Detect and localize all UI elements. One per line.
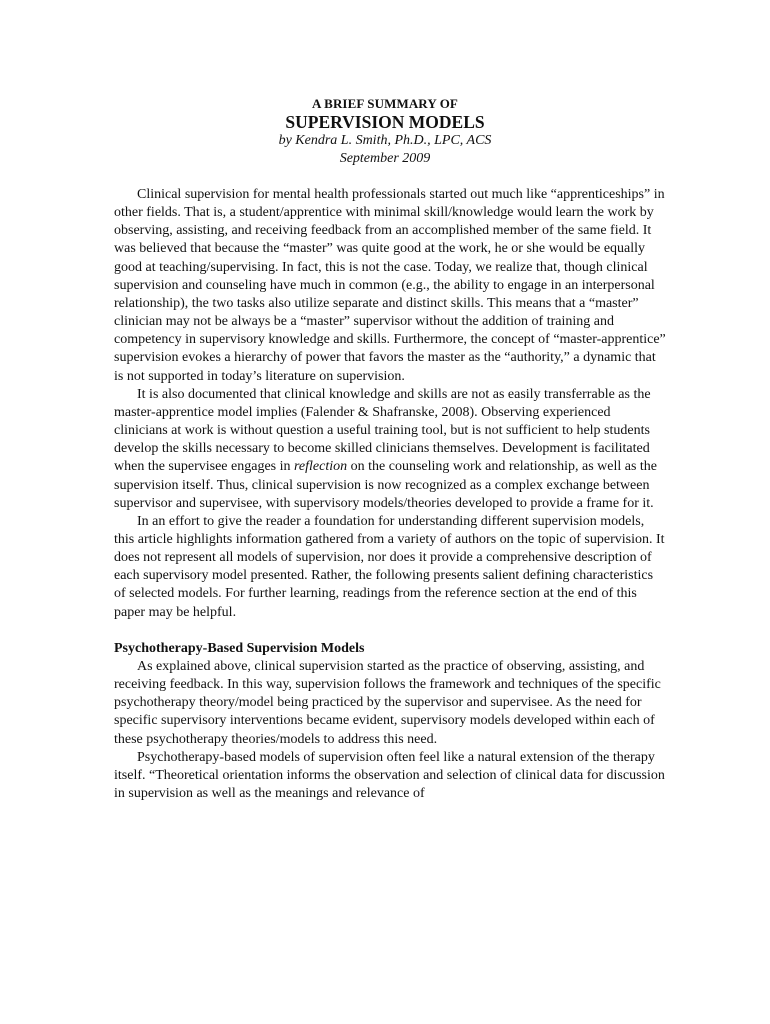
reflection-emphasis: reflection [294,459,348,475]
reflection-paragraph-start: It is also documented that clinical knowledge and skills are not as easily transferrable as the master-apprentice model implies (Falender & Shafranske, 2008). Observing experienced clinicians at work is without question a useful training tool, but is not sufficient to help students develop the skills necessary to become skilled clinicians themselves. Development is facilitated when the supervisee engages in [114,386,651,475]
reflection-paragraph [114,386,666,513]
document-byline: by Kendra L. Smith, Ph.D., LPC, ACS [278,133,492,148]
section-spacer [114,622,666,640]
intro-paragraph: Clinical supervision for mental health professionals started out much like “apprenticeships” in other fields. That is, a student/apprentice with minimal skill/knowledge would learn the work by observing, assisting, and receiving feedback from an accomplished member of the same field. It was believed that because the “master” was quite good at the work, he or she would be equally good at teaching/supervising. In fact, this is not the case. Today, we realize that, though clinical supervision and counseling have much in common (e.g., the ability to engage in an interpersonal relationship), the two tasks also utilize separate and distinct skills. This means that a “master” clinician may not be always be a “master” supervisor without the addition of training and competency in supervisory knowledge and skills. Furthermore, the concept of “master-apprentice” supervision evokes a hierarchy of power that favors the master as the “authority,” a dynamic that is not supported in today’s literature on supervision. [114,187,666,384]
section-paragraph-2: Psychotherapy-based models of supervision often feel like a natural extension of the therapy itself. “Theoretical orientation informs the observation and selection of clinical data for discussion in supervision as well as the meanings and relevance of [114,749,665,801]
section-paragraph-1: As explained above, clinical supervision started as the practice of observing, assisting, and receiving feedback. In this way, supervision follows the framework and techniques of the specific psychotherapy theory/model being practiced by the supervisor and supervisee. As the need for specific supervisory interventions became evident, supervisory models developed within each of these psychotherapy theories/models to address this need. [114,658,661,747]
document-date: September 2009 [339,151,431,166]
document-title: SUPERVISION MODELS [285,112,485,132]
document-body [114,186,666,803]
section-heading: Psychotherapy-Based Supervision Models [114,640,365,656]
document-header [0,96,770,168]
document-kicker: A BRIEF SUMMARY OF [312,96,458,111]
reflection-paragraph-end: on the counseling work and relationship, as well as the supervision itself. Thus, clinical supervision is now recognized as a complex exchange between supervisor and supervisee, with supervisory models/theories developed to provide a frame for it. [114,459,658,511]
foundation-paragraph: In an effort to give the reader a foundation for understanding different supervision models, this article highlights information gathered from a variety of authors on the topic of supervision. It does not represent all models of supervision, nor does it provide a comprehensive description of each supervisory model presented. Rather, the following presents salient defining characteristics of selected models. For further learning, readings from the reference section at the end of this paper may be helpful. [114,513,665,620]
